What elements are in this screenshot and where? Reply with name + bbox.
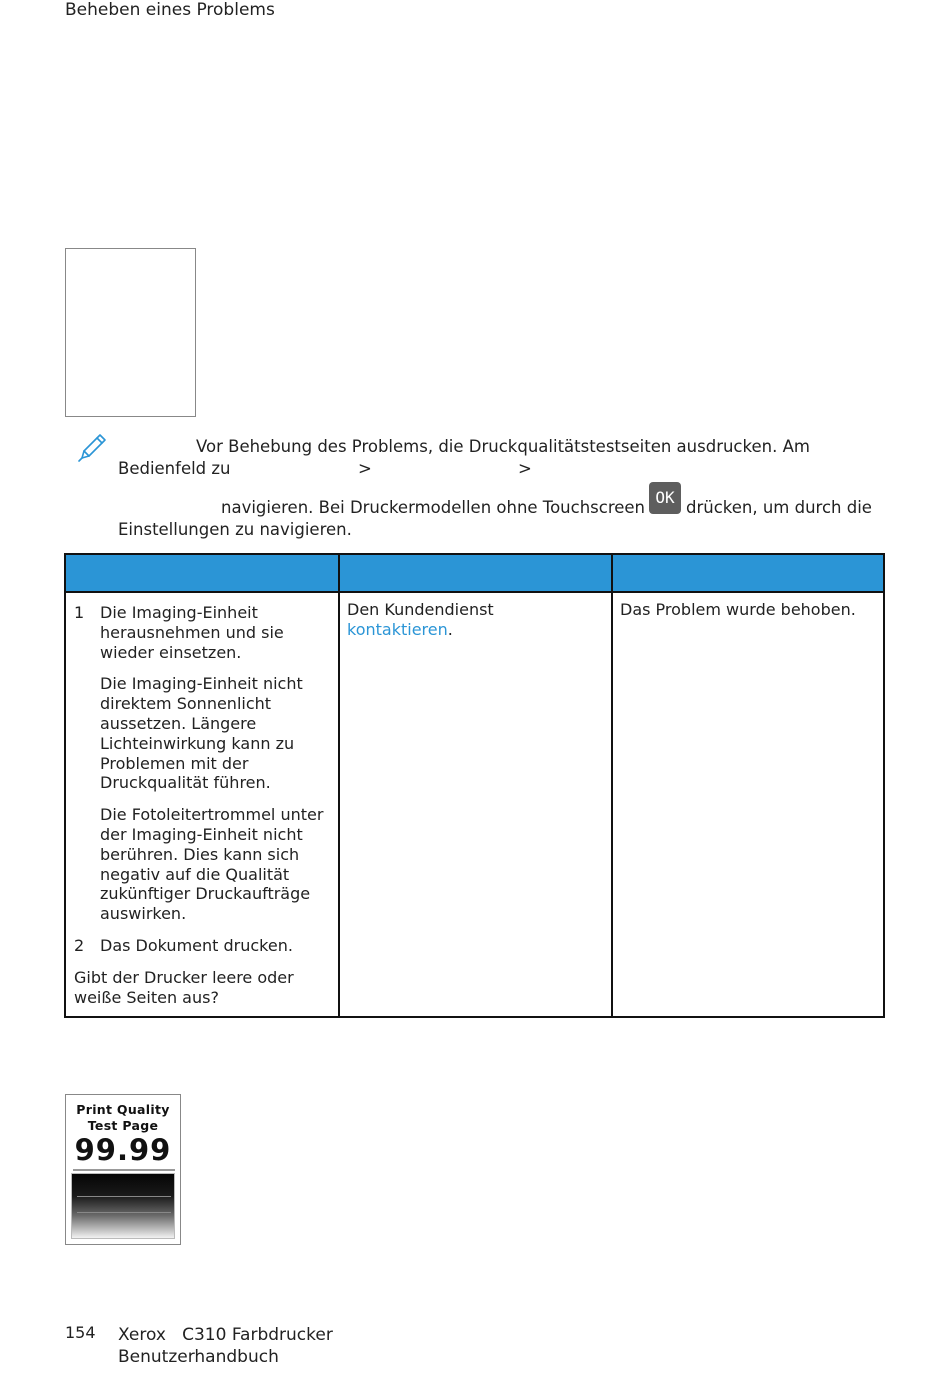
- footer-product-line2: Benutzerhandbuch: [118, 1346, 279, 1367]
- table-column-divider: [611, 555, 613, 1016]
- print-quality-test-page-thumbnail: [65, 1094, 181, 1245]
- footer-product-line1: Xerox C310 Farbdrucker: [118, 1325, 333, 1345]
- no-cell: Das Problem wurde behoben.: [620, 600, 856, 619]
- pencil-note-icon: [76, 432, 108, 464]
- warning-text: Die Fotoleitertrommel unter der Imaging-Einheit nicht berühren. Dies kann sich negativ auf die Qualität zukünftiger Druckaufträge auswirken.: [100, 805, 324, 924]
- table-column-divider: [338, 555, 340, 1016]
- step-text: Das Dokument drucken.: [100, 935, 293, 955]
- test-page-title-line2: Test Page: [87, 1118, 159, 1133]
- ok-key-icon: OK: [649, 482, 681, 514]
- test-page-number: 99.99: [74, 1133, 172, 1167]
- yes-cell: [347, 600, 602, 640]
- test-page-title: [66, 1102, 180, 1134]
- step-text: Die Imaging-Einheit herausnehmen und sie wieder einsetzen.: [100, 603, 284, 662]
- note-text-line3b: drücken, um durch die: [686, 498, 872, 517]
- table-header-row: [66, 555, 883, 593]
- question-text: Gibt der Drucker leere oder weiße Seiten aus?: [74, 967, 294, 1007]
- page-number: 154: [65, 1323, 96, 1342]
- step-number: 1: [74, 603, 85, 622]
- test-page-title-line1: Print Quality: [76, 1102, 170, 1117]
- contact-link[interactable]: kontaktieren: [347, 619, 448, 639]
- step-number: 2: [74, 935, 85, 955]
- yes-text-end: .: [447, 619, 453, 639]
- footer-product: [118, 1325, 333, 1368]
- blank-page-illustration: [65, 248, 196, 417]
- test-page-gradient-block: [71, 1173, 175, 1239]
- note-text-line2: Bedienfeld zu: [118, 459, 231, 478]
- test-page-fine-print: [73, 1169, 175, 1171]
- warning-text: Die Imaging-Einheit nicht direktem Sonnenlicht aussetzen. Längere Lichteinwirkung kann zu Problemen mit der Druckqualität führen.: [100, 674, 303, 793]
- action-cell: [74, 603, 332, 1007]
- troubleshooting-table: [64, 553, 885, 1018]
- menu-path-separator: >: [518, 459, 532, 478]
- yes-text: Den Kundendienst: [347, 600, 494, 619]
- note-text-line1: Vor Behebung des Problems, die Druckqualitätstestseiten ausdrucken. Am: [196, 437, 810, 456]
- menu-path-separator: >: [358, 459, 372, 478]
- page-header-title: Beheben eines Problems: [65, 0, 275, 20]
- note-text-line4: Einstellungen zu navigieren.: [118, 520, 352, 539]
- note-text-line3: navigieren. Bei Druckermodellen ohne Touchscreen: [221, 498, 646, 517]
